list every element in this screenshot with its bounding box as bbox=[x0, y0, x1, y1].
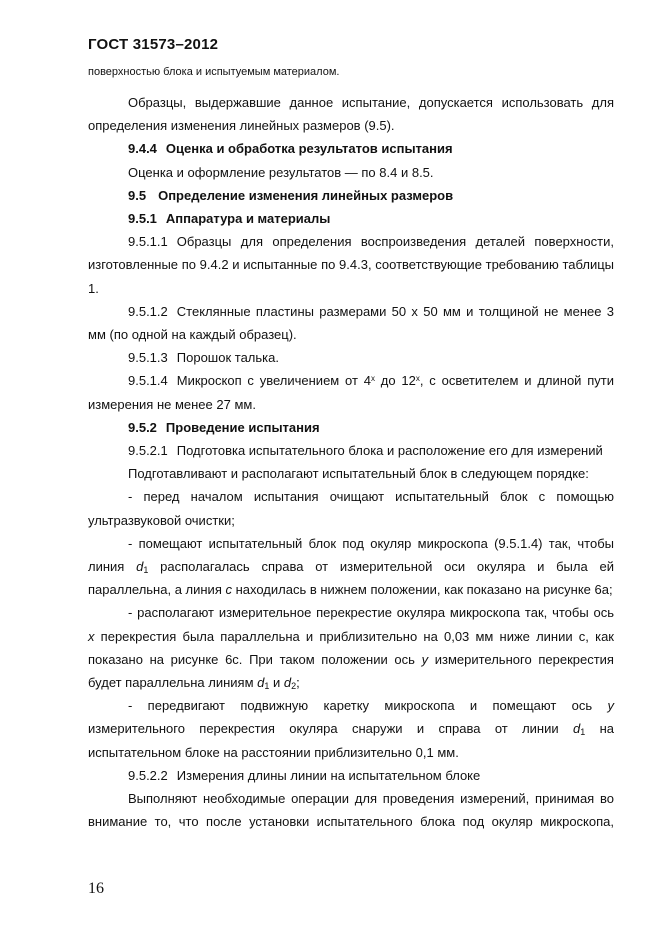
list-text: - располагают измерительное перекрестие окуляра микроскопа так, чтобы ось bbox=[128, 605, 614, 621]
section-number: 9.5.2 bbox=[128, 419, 157, 435]
variable-d: d bbox=[572, 721, 581, 737]
clause-text: до 12 bbox=[374, 373, 416, 389]
paragraph: Оценка и оформление результатов — по 8.4 и 8.5. bbox=[128, 164, 434, 180]
list-item: - перед началом испытания очищают испытательный блок с помощью ультразвуковой очистки; bbox=[88, 489, 614, 528]
section-heading-9-4-4 bbox=[88, 137, 614, 160]
clause-text: Измерения длины линии на испытательном блоке bbox=[176, 767, 481, 783]
clause-text: Микроскоп с увеличением от 4 bbox=[176, 373, 371, 389]
clause-9-5-1-2 bbox=[88, 300, 614, 346]
section-heading-9-5 bbox=[88, 184, 614, 207]
section-title: Аппаратура и материалы bbox=[165, 211, 331, 227]
list-text: измерительного перекрестия будет параллельна линиям bbox=[88, 651, 614, 691]
clause-text: , с осветителем и длиной пути измерения не менее 27 мм. bbox=[88, 373, 615, 412]
clause-number: 9.5.1.2 bbox=[128, 303, 168, 319]
clause-text: Подготовка испытательного блока и расположение его для измерений bbox=[176, 443, 603, 459]
subscript: 2 bbox=[291, 681, 297, 692]
paragraph: Подготавливают и располагают испытательный блок в следующем порядке: bbox=[128, 466, 589, 482]
continuation-line: поверхностью блока и испытуемым материалом. bbox=[88, 66, 340, 78]
section-number: 9.5.1 bbox=[128, 211, 157, 227]
subscript: 1 bbox=[143, 565, 149, 576]
clause-9-5-1-4 bbox=[88, 369, 614, 415]
paragraph: Образцы, выдержавшие данное испытание, допускается использовать для определения изменения линейных размеров (9.5). bbox=[88, 95, 614, 134]
section-title: Проведение испытания bbox=[165, 419, 320, 435]
paragraph: Выполняют необходимые операции для проведения измерений, принимая во внимание то, что после установки испытательного блока под окуляр микроскопа, bbox=[88, 791, 614, 830]
list-text: и bbox=[269, 675, 284, 691]
document-header: ГОСТ 31573–2012 bbox=[88, 36, 219, 53]
clause-number: 9.5.1.4 bbox=[128, 373, 168, 389]
variable-y: y bbox=[421, 651, 429, 667]
section-number: 9.4.4 bbox=[128, 141, 157, 157]
variable-y: y bbox=[607, 698, 614, 714]
variable-d: d bbox=[283, 675, 292, 691]
superscript: х bbox=[370, 374, 375, 384]
list-item bbox=[88, 694, 614, 764]
variable-d: d bbox=[136, 559, 144, 575]
list-text: измерительного перекрестия окуляра снаружи и справа от линии bbox=[88, 721, 573, 737]
list-text: находилась в нижнем положении, как показано на рисунке 6а; bbox=[231, 582, 613, 598]
page-number: 16 bbox=[88, 880, 104, 897]
list-text: располагалась справа от измерительной оси окуляра и была ей параллельна, а линия bbox=[88, 559, 614, 598]
section-number: 9.5 bbox=[128, 187, 147, 203]
variable-x: x bbox=[88, 628, 95, 644]
clause-text: Порошок талька. bbox=[176, 350, 279, 366]
section-title: Определение изменения линейных размеров bbox=[158, 187, 454, 203]
variable-d: d bbox=[257, 675, 265, 691]
clause-9-5-1-1 bbox=[88, 230, 614, 300]
clause-text: Стеклянные пластины размерами 50 х 50 мм и толщиной не менее 3 мм (по одной на каждый образец). bbox=[88, 303, 614, 343]
list-text: перекрестия была параллельна и приблизительно на 0,03 мм ниже линии с, как показано на рисунке 6с. При таком положении ось bbox=[88, 628, 614, 667]
subscript: 1 bbox=[580, 727, 586, 738]
clause-number: 9.5.2.2 bbox=[128, 767, 168, 783]
section-heading-9-5-2 bbox=[88, 416, 614, 439]
clause-9-5-2-2 bbox=[88, 764, 614, 787]
list-text: - помещают испытательный блок под окуляр микроскопа (9.5.1.4) так, чтобы линия bbox=[88, 535, 614, 575]
clause-number: 9.5.1.3 bbox=[128, 350, 168, 366]
section-title: Оценка и обработка результатов испытания bbox=[165, 141, 453, 157]
clause-number: 9.5.2.1 bbox=[128, 443, 168, 459]
superscript: х bbox=[415, 374, 420, 384]
document-body bbox=[88, 91, 614, 834]
clause-text: Образцы для определения воспроизведения деталей поверхности, изготовленные по 9.4.2 и испытанные по 9.4.3, соответствующие требованию таблицы 1. bbox=[88, 234, 614, 296]
clause-9-5-1-3 bbox=[88, 346, 614, 369]
variable-c: c bbox=[225, 582, 232, 598]
list-item bbox=[88, 601, 614, 694]
clause-9-5-2-1 bbox=[88, 439, 614, 462]
list-text: - передвигают подвижную каретку микроскопа и помещают ось bbox=[128, 698, 608, 714]
subscript: 1 bbox=[264, 681, 270, 692]
section-heading-9-5-1 bbox=[88, 207, 614, 230]
clause-number: 9.5.1.1 bbox=[128, 234, 168, 250]
list-text: ; bbox=[296, 675, 300, 691]
list-item bbox=[88, 532, 614, 602]
list-text: на испытательном блоке на расстоянии приблизительно 0,1 мм. bbox=[88, 721, 614, 760]
